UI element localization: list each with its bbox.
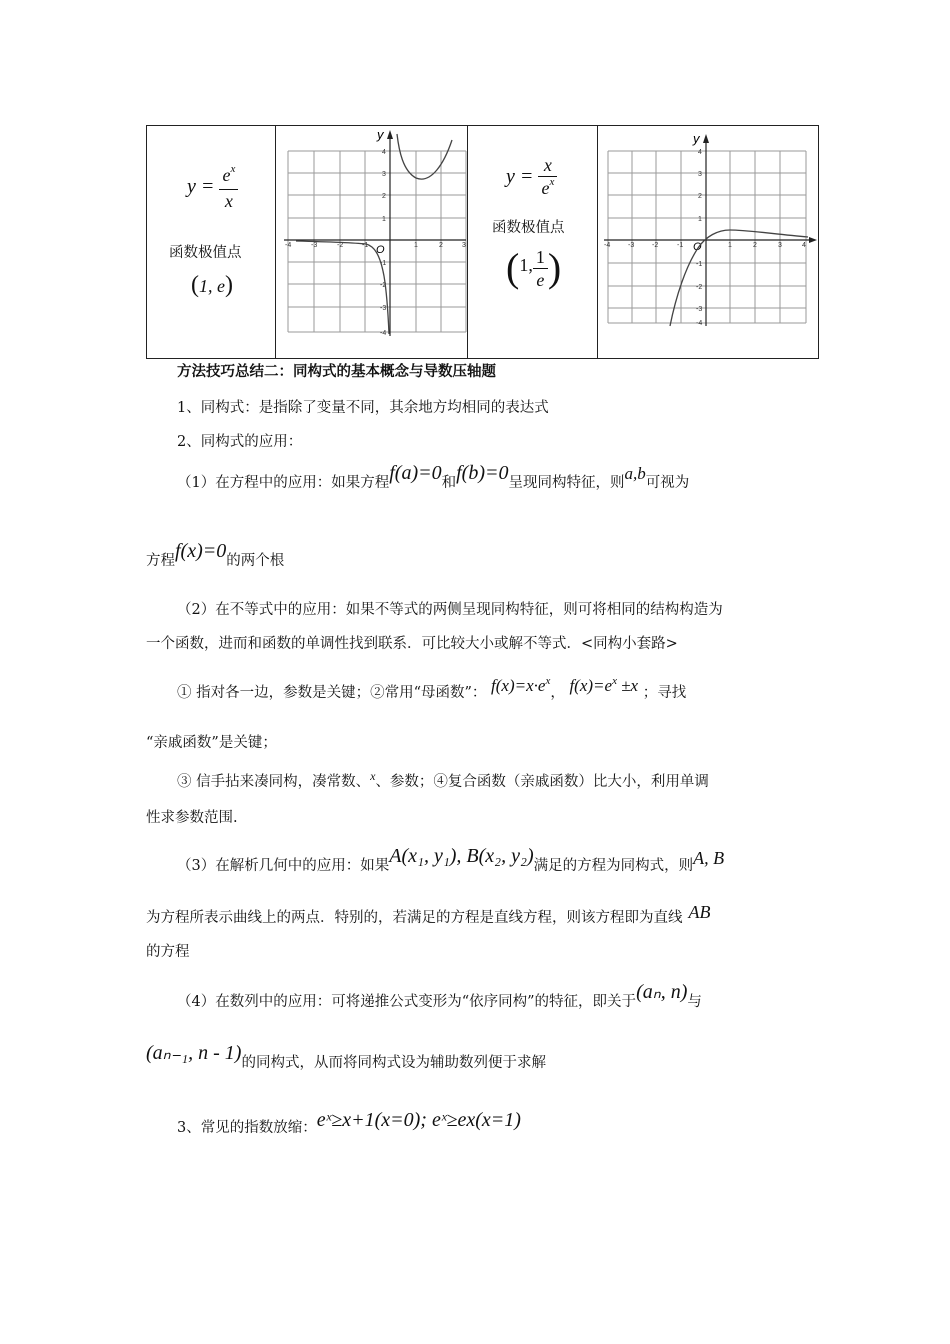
svg-text:2: 2 [382,193,386,200]
curve-right-branch [397,134,452,179]
paragraph-6-line2: 性求参数范围. [146,810,238,826]
svg-text:2: 2 [439,242,443,249]
svg-text:-3: -3 [696,306,703,313]
svg-text:-4: -4 [380,330,387,337]
paragraph-8-line2: (aₙ₋₁, n - 1)的同构式，从而将同构式设为辅助数列便于求解 [146,1042,546,1071]
svg-text:2: 2 [753,242,757,249]
svg-text:-3: -3 [311,242,318,249]
x-arrow-icon [809,237,817,243]
formula-exp-over-x: y = $\frac{e^x}{x}$ [187,164,238,212]
x-tick-labels [604,242,806,249]
paragraph-3-line2: 方程f(x)=0的两个根 [146,540,285,569]
svg-text:-1: -1 [380,260,387,267]
svg-text:3: 3 [698,171,702,178]
formula-x-over-exp: y = $\frac{x}{e^x}$ [506,154,557,202]
extreme-point-value: (1, e) [191,272,233,298]
extreme-point-value-2: (1, $\frac{1}{e}$ ) [506,245,562,290]
svg-text:3: 3 [382,171,386,178]
extreme-point-label: 函数极值点 [169,245,242,261]
paragraph-6-line1: ③ 信手拈来凑同构，凑常数、$^x$、参数；④复合函数（亲戚函数）比大小，利用单调 [177,769,709,790]
y-axis-label: y [693,131,700,146]
svg-text:1: 1 [414,242,418,249]
graph-exp-over-x [276,126,467,354]
svg-text:4: 4 [382,149,386,156]
svg-text:-2: -2 [696,284,703,291]
svg-text:1: 1 [382,216,386,223]
y-arrow-icon [703,134,709,143]
paragraph-5-line2: “亲戚函数”是关键； [146,735,277,751]
paragraph-5-line1: ① 指对各一边，参数是关键；②常用“母函数”： $f(x)=x\cdot e^x$， $f(x)=e^x \pm x$ ；寻找 [177,675,687,701]
graph-x-over-exp [598,126,818,354]
paragraph-7-line2: 为方程所表示曲线上的两点．特别的，若满足的方程是直线方程，则该方程即为直线 AB [146,902,711,926]
svg-text:4: 4 [802,242,806,249]
paragraph-7-line3: 的方程 [146,944,190,960]
y-axis-label: y [377,127,384,142]
grid [608,151,806,323]
paragraph-9: 3、常见的指数放缩：eˣ≥x+1(x=0); eˣ≥ex(x=1) [177,1109,521,1136]
svg-text:-1: -1 [677,242,684,249]
y-tick-labels [696,149,702,327]
svg-text:-4: -4 [604,242,611,249]
svg-text:-1: -1 [696,261,703,268]
paragraph-7-line1: （3）在解析几何中的应用：如果A(x₁, y₁), B(x₂, y₂)满足的方程为同构式，则A, B [177,845,725,874]
svg-text:-3: -3 [628,242,635,249]
origin-label: O [376,244,385,256]
origin-label: O [693,241,702,253]
svg-text:-2: -2 [337,242,344,249]
section-heading: 方法技巧总结二：同构式的基本概念与导数压轴题 [177,363,496,380]
paragraph-4-line2: 一个函数，进而和函数的单调性找到联系．可比较大小或解不等式．<同构小套路> [146,636,678,652]
function-table [146,125,819,359]
svg-text:3: 3 [462,242,466,249]
svg-text:-2: -2 [380,282,387,289]
curve [670,230,808,326]
paragraph-4-line1: （2）在不等式中的应用：如果不等式的两侧呈现同构特征，则可将相同的结构构造为 [177,602,723,618]
svg-text:-4: -4 [696,320,703,327]
graph-cell-x-over-exp [598,126,819,359]
svg-text:-3: -3 [380,305,387,312]
svg-text:-2: -2 [652,242,659,249]
svg-text:3: 3 [778,242,782,249]
y-arrow-icon [387,130,393,139]
paragraph-8-line1: （4）在数列中的应用：可将递推公式变形为“依序同构”的特征，即关于(aₙ, n)与 [177,981,702,1010]
svg-text:2: 2 [698,193,702,200]
paragraph-3-line1: （1）在方程中的应用：如果方程f(a)=0和f(b)=0呈现同构特征，则a,b可视为 [177,462,690,491]
paragraph-1: 1、同构式：是指除了变量不同，其余地方均相同的表达式 [177,400,549,416]
graph-cell-exp-over-x [276,126,468,359]
extreme-point-label-2: 函数极值点 [492,220,565,236]
formula-cell-exp-over-x [147,126,276,359]
formula-cell-x-over-exp [468,126,598,359]
svg-text:1: 1 [698,216,702,223]
svg-text:-4: -4 [285,242,292,249]
svg-text:-1: -1 [362,242,369,249]
svg-text:4: 4 [698,149,702,156]
svg-text:1: 1 [728,242,732,249]
paragraph-2: 2、同构式的应用： [177,434,303,450]
y-tick-labels [380,149,386,337]
